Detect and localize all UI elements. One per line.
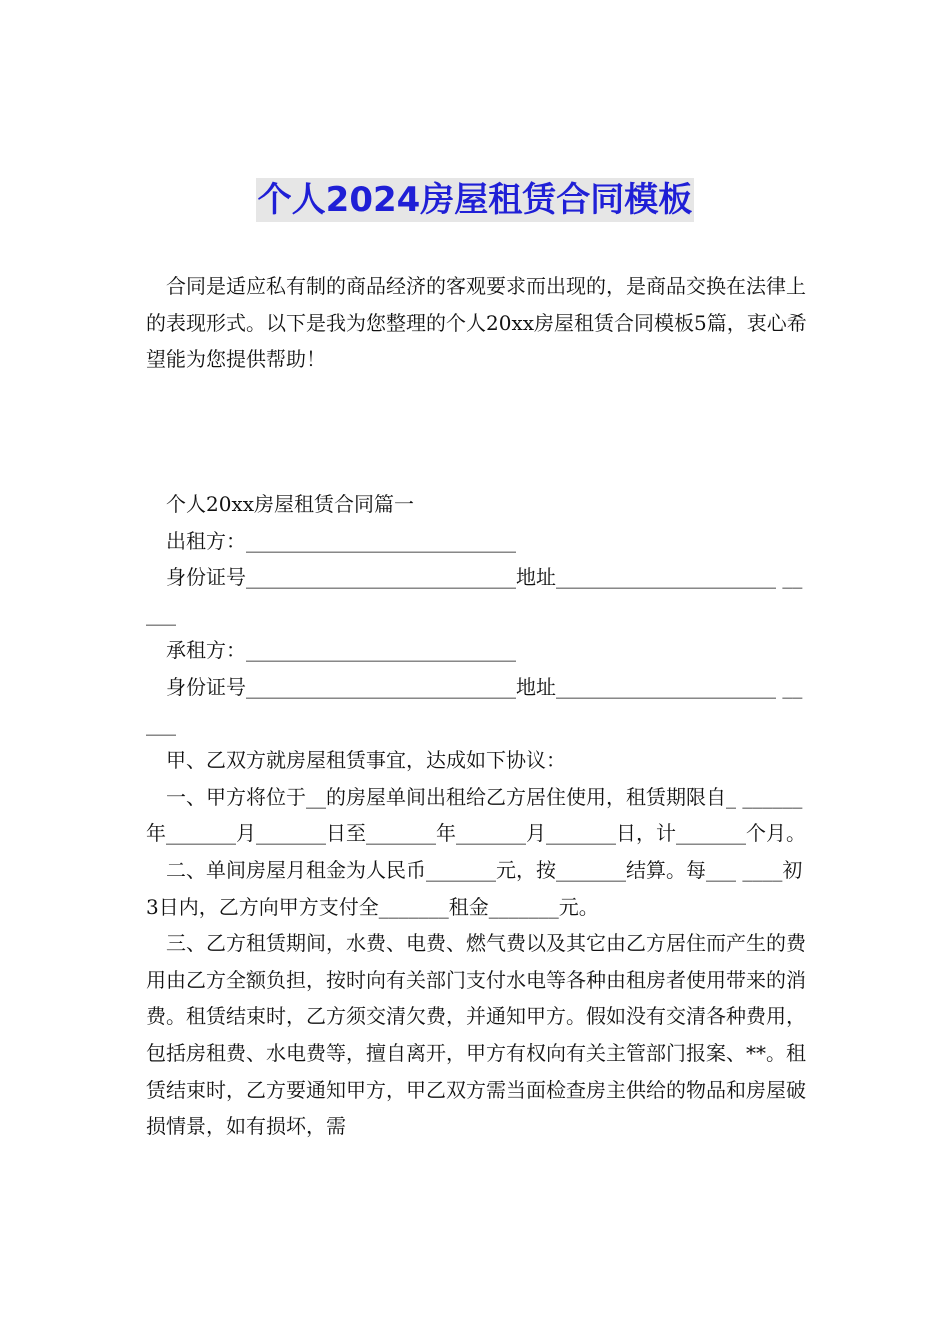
lessee-id-line: 身份证号___________________________地址______________________ _____ (146, 674, 803, 736)
contract-heading: 个人20xx房屋租赁合同篇一 (166, 492, 415, 516)
clause-2: 二、单间房屋月租金为人民币_______元，按_______结算。每___ ____初3日内，乙方向甲方支付全_______租金_______元。 (146, 857, 803, 919)
intro-section (146, 268, 810, 378)
intro-paragraph: 合同是适应私有制的商品经济的客观要求而出现的，是商品交换在法律上的表现形式。以下是我为您整理的个人20xx房屋租赁合同模板5篇，衷心希望能为您提供帮助！ (146, 274, 807, 372)
lessee-line: 承租方：___________________________ (166, 638, 516, 663)
title-wrap (0, 178, 950, 222)
clause-3: 三、乙方租赁期间，水费、电费、燃气费以及其它由乙方居住而产生的费用由乙方全额负担，按时向有关部门支付水电等各种由租房者使用带来的消费。租赁结束时，乙方须交清欠费，并通知甲方。假如没有交清各种费用，包括房租费、水电费等，擅自离开，甲方有权向有关主管部门报案、**。租赁结束时，乙方要通知甲方，甲乙双方需当面检查房主供给的物品和房屋破损情景，如有损坏，需 (146, 931, 806, 1139)
lessor-id-line: 身份证号___________________________地址______________________ _____ (146, 565, 803, 626)
lessor-line: 出租方：___________________________ (166, 528, 516, 553)
contract-section (146, 486, 810, 1145)
clause-1: 一、甲方将位于__的房屋单间出租给乙方居住使用，租赁期限自_ ______年_______月_______日至_______年_______月_______日，计_______个月。 (146, 784, 806, 846)
agreement-line: 甲、乙双方就房屋租赁事宜，达成如下协议： (166, 748, 566, 773)
document-title: 个人2024房屋租赁合同模板 (257, 180, 693, 220)
